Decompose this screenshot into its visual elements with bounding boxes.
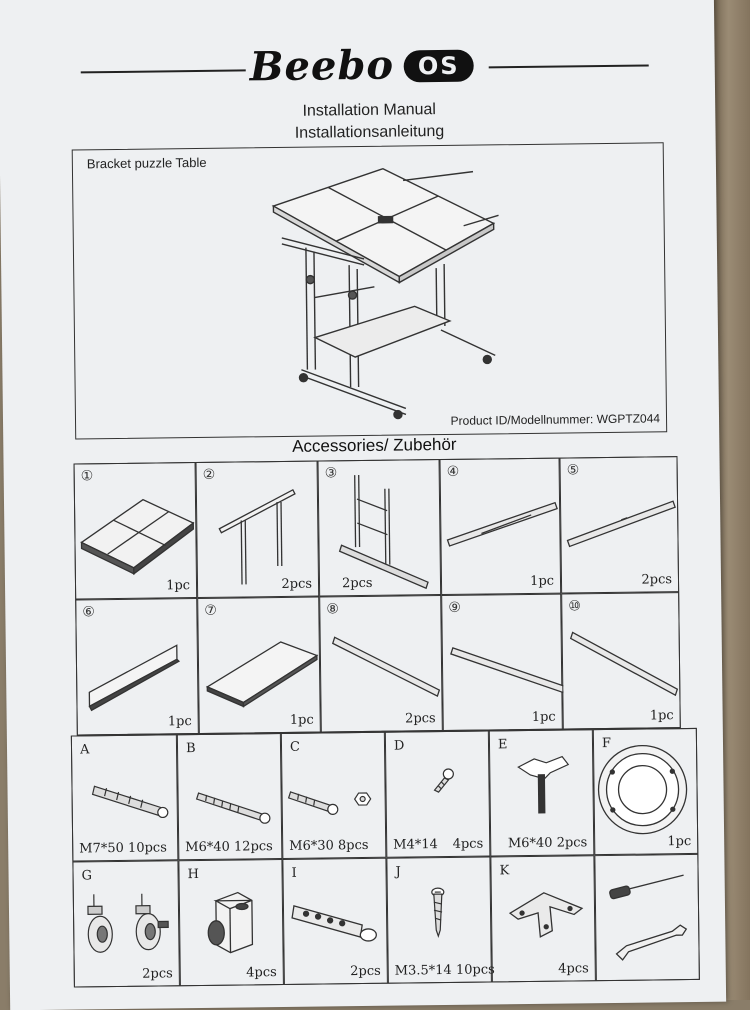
part-number: ⑦ [204,603,217,619]
accessories-title: Accessories/ Zubehör [75,432,673,461]
part-cell-10 [561,592,681,729]
hardware-quantity: 2pcs [350,964,381,979]
hardware-letter: E [498,737,508,752]
product-id: Product ID/Modellnummer: WGPTZ044 [451,411,661,428]
hardware-letter: F [602,736,611,751]
manual-title-de: Installationsanleitung [229,122,509,143]
part-quantity: 2pcs [405,711,436,726]
part-cell-1 [74,462,198,599]
screwdriver-and-wrench-icon [595,855,701,982]
hardware-cell-h [178,859,284,986]
part-number: ① [81,468,94,484]
product-name: Bracket puzzle Table [87,155,207,171]
hardware-cell-i [282,858,388,985]
assembled-table-illustration [73,143,668,440]
brand-wordmark: Beebo [249,42,394,91]
hardware-cell-c [281,732,387,859]
part-cell-2 [196,461,320,598]
hardware-letter: I [291,866,296,881]
part-quantity: 1pc [290,713,314,728]
part-cell-7 [197,597,321,734]
part-number: ② [203,467,216,483]
hardware-letter: B [186,741,196,756]
part-quantity: 1pc [166,578,190,593]
hardware-quantity: 4pcs [246,965,277,980]
hardware-quantity: 4pcs [453,837,484,852]
part-cell-4 [440,458,562,595]
part-number: ⑨ [448,600,461,616]
hardware-letter: J [395,865,400,880]
part-number: ③ [325,465,338,481]
part-number: ⑩ [568,598,581,614]
hardware-quantity: 2pcs [142,966,173,981]
part-quantity: 1pc [532,710,556,725]
part-quantity: 1pc [650,708,674,723]
part-quantity: 1pc [168,714,192,729]
hardware-cell-k [490,855,596,982]
part-number: ④ [447,464,460,480]
hardware-letter: G [81,868,92,883]
hardware-letter: D [394,739,405,754]
part-cell-8 [319,595,443,732]
hardware-cell-g [72,860,180,987]
leg-frame-icon [319,460,443,597]
manual-title-en: Installation Manual [229,100,509,121]
hardware-quantity: 4pcs [558,961,589,976]
hardware-cell-e [489,729,595,856]
hardware-letter: H [187,867,199,882]
hardware-spec: M7*50 10pcs [79,840,167,856]
hardware-spec: M6*40 12pcs [185,839,273,855]
brand-logo [245,45,480,92]
hardware-spec: M6*30 8pcs [289,838,368,854]
hardware-letter: K [499,863,509,878]
hardware-spec-size: M4*14 [393,837,438,853]
brand-badge: OS [404,50,474,83]
part-quantity: 2pcs [342,576,373,591]
part-quantity: 2pcs [281,577,312,592]
hardware-cell-tools [594,854,700,981]
part-number: ⑥ [82,604,95,620]
part-cell-6 [75,598,199,735]
part-quantity: 1pc [530,574,554,589]
hardware-cell-d [385,730,491,857]
header-rule-right [489,64,649,68]
part-cell-5 [559,456,679,593]
hardware-letter: A [80,742,90,757]
hardware-spec: M6*40 2pcs [508,835,587,851]
hardware-cell-j [386,856,492,983]
hardware-quantity: 1pc [667,834,691,849]
hardware-cell-a [71,734,179,861]
hardware-cell-b [177,733,283,860]
hardware-letter: C [290,740,300,755]
part-cell-3 [318,459,442,596]
part-quantity: 2pcs [641,572,672,587]
part-number: ⑧ [326,601,339,617]
part-cell-9 [441,594,563,731]
product-overview-frame [72,142,667,439]
header-rule-left [81,69,246,73]
hardware-cell-f [593,728,699,855]
hardware-spec: M3.5*14 10pcs [395,962,495,978]
part-number: ⑤ [567,462,580,478]
